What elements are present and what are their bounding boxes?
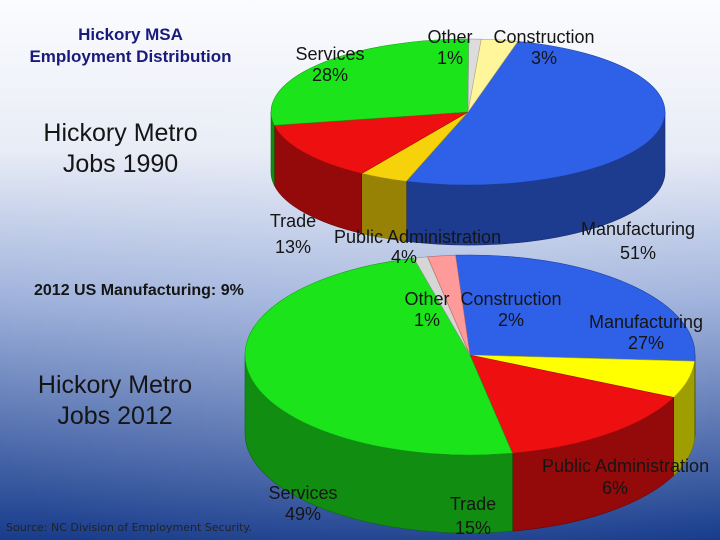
- label-2012-manufacturing-name: Manufacturing: [588, 312, 704, 332]
- label-2012-other-value: 1%: [413, 310, 440, 330]
- label-2012-manufacturing-value: 27%: [627, 333, 665, 353]
- chart-2012-title: [20, 370, 210, 432]
- label-1990-trade-value: 13%: [274, 237, 312, 257]
- label-1990-manufacturing: [568, 217, 708, 265]
- label-1990-manufacturing-value: 51%: [619, 243, 657, 263]
- label-2012-construction-value: 2%: [497, 310, 524, 330]
- chart-1990-title-line1: Hickory Metro: [43, 119, 198, 147]
- label-2012-public-administration-name: Public Administration: [542, 456, 710, 476]
- label-1990-other-name: Other: [427, 27, 473, 47]
- chart-1990-title-line2: Jobs 1990: [62, 150, 179, 178]
- chart-2012-title-line1: Hickory Metro: [37, 371, 193, 399]
- label-1990-public-administration-name: Public Administration: [334, 227, 502, 247]
- label-2012-trade-value: 15%: [454, 518, 492, 538]
- label-2012-construction-name: Construction: [460, 289, 562, 309]
- msa-title-line2: Employment Distribution: [29, 47, 232, 66]
- label-1990-services-value: 28%: [311, 65, 349, 85]
- label-2012-services-name: Services: [268, 483, 338, 503]
- label-1990-other: [418, 27, 482, 69]
- label-2012-trade: [438, 492, 508, 540]
- chart-1990-title: [28, 118, 213, 180]
- label-1990-services-name: Services: [295, 44, 365, 64]
- label-1990-construction-name: Construction: [493, 27, 595, 47]
- label-2012-other-name: Other: [404, 289, 450, 309]
- label-2012-manufacturing: [576, 312, 716, 354]
- msa-title-line1: Hickory MSA: [78, 25, 183, 44]
- label-1990-other-value: 1%: [436, 48, 463, 68]
- msa-title: [8, 24, 253, 68]
- chart-2012-title-line2: Jobs 2012: [57, 402, 173, 430]
- us-manufacturing-note: 2012 US Manufacturing: 9%: [34, 282, 244, 299]
- label-1990-trade: [258, 208, 328, 260]
- label-1990-services: [290, 44, 370, 86]
- label-1990-construction: [484, 27, 604, 69]
- label-1990-construction-value: 3%: [530, 48, 557, 68]
- label-1990-trade-name: Trade: [269, 211, 317, 231]
- source-note: Source: NC Division of Employment Security.: [6, 521, 252, 534]
- label-1990-public-administration: [334, 227, 502, 267]
- label-2012-construction: [452, 289, 570, 331]
- label-2012-public-administration: [542, 455, 710, 499]
- label-2012-services: [258, 483, 348, 525]
- label-1990-manufacturing-name: Manufacturing: [580, 219, 696, 239]
- label-2012-services-value: 49%: [284, 504, 322, 524]
- label-2012-public-administration-value: 6%: [601, 478, 628, 498]
- label-1990-public-administration-value: 4%: [390, 247, 417, 267]
- label-2012-trade-name: Trade: [449, 494, 497, 514]
